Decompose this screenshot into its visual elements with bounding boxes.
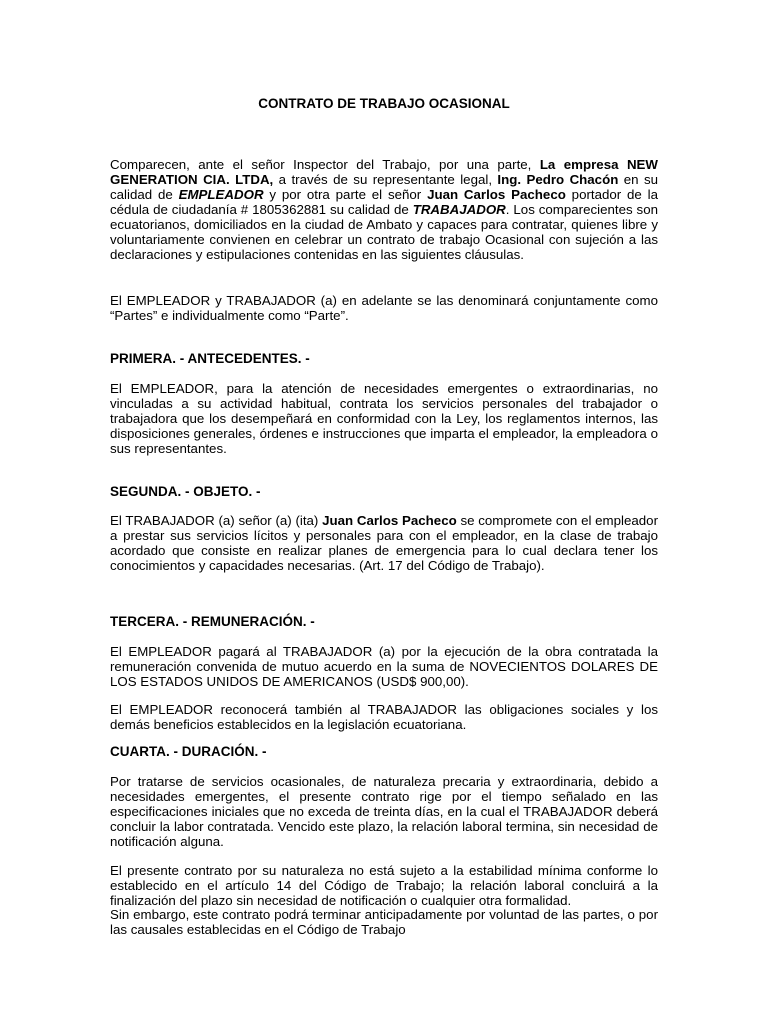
- intro-text-1: Comparecen, ante el señor Inspector del Trabajo, por una parte,: [110, 157, 540, 172]
- representative-name: Ing. Pedro Chacón: [497, 172, 619, 187]
- clause-cuarta-text-3: Sin embargo, este contrato podrá terminar anticipadamente por voluntad de las partes, o por las causales establecidas en el Código de Trabajo: [110, 907, 658, 937]
- clause-cuarta-text-2: El presente contrato por su naturaleza no está sujeto a la estabilidad mínima conforme lo establecido en el artículo 14 del Código de Trabajo; la relación laboral concluirá a la finalización del plazo sin necesidad de notificación o cualquier otra formalidad.: [110, 863, 658, 908]
- clause-cuarta-text-1: Por tratarse de servicios ocasionales, de naturaleza precaria y extraordinaria, debido a necesidades emergentes, el presente contrato rige por el tiempo señalado en las especificaciones iniciales que no exceda de treinta días, en la cual el TRABAJADOR deberá concluir la labor contratada. Vencido este plazo, la relación laboral termina, sin necesidad de notificación alguna.: [110, 774, 658, 849]
- clause-segunda-heading: SEGUNDA. - OBJETO. -: [110, 484, 261, 499]
- intro-text-4: y por otra parte el señor: [263, 187, 428, 202]
- clause-tercera-text-1: El EMPLEADOR pagará al TRABAJADOR (a) por la ejecución de la obra contratada la remuneración convenida de mutuo acuerdo en la suma de NOVECIENTOS DOLARES DE LOS ESTADOS UNIDOS DE AMERICANOS (USD$ 900,00).: [110, 644, 658, 689]
- clause-primera-text: El EMPLEADOR, para la atención de necesidades emergentes o extraordinarias, no vinculadas a su actividad habitual, contrata los servicios personales del trabajador o trabajadora que los desempeñará en conformidad con la Ley, los reglamentos internos, las disposiciones generales, órdenes e instrucciones que imparta el empleador, la empleadora o sus representantes.: [110, 381, 658, 456]
- employer-role: EMPLEADOR: [178, 187, 264, 202]
- document-title: CONTRATO DE TRABAJO OCASIONAL: [258, 96, 510, 111]
- segunda-worker-name: Juan Carlos Pacheco: [322, 513, 457, 528]
- intro-text-2: a través de su representante legal,: [273, 172, 498, 187]
- intro-paragraph: [110, 157, 658, 262]
- clause-primera-heading: PRIMERA. - ANTECEDENTES. -: [110, 351, 310, 366]
- parties-paragraph: El EMPLEADOR y TRABAJADOR (a) en adelante se las denominará conjuntamente como “Partes” e individualmente como “Parte”.: [110, 293, 658, 323]
- company-name: La empresa NEW GENERATION CIA. LTDA,: [110, 157, 658, 187]
- segunda-text-1: El TRABAJADOR (a) señor (a) (ita): [110, 513, 323, 528]
- intro-text-3: en su calidad de: [110, 172, 658, 202]
- segunda-text-2: se compromete con el empleador a prestar sus servicios lícitos y personales para con el empleador, en la clase de trabajo acordado que consiste en realizar planes de emergencia para lo cual declara tener los conocimientos y capacidades necesarias. (Art. 17 del Código de Trabajo).: [110, 513, 658, 573]
- clause-tercera-text-2: El EMPLEADOR reconocerá también al TRABAJADOR las obligaciones sociales y los demás beneficios establecidos en la legislación ecuatoriana.: [110, 702, 658, 732]
- intro-text-5: portador de la cédula de ciudadanía # 1805362881 su calidad de: [110, 187, 658, 217]
- worker-name: Juan Carlos Pacheco: [427, 187, 566, 202]
- clause-cuarta-heading: CUARTA. - DURACIÓN. -: [110, 744, 267, 759]
- intro-text-6: . Los comparecientes son ecuatorianos, domiciliados en la ciudad de Ambato y capaces para contratar, quienes libre y voluntariamente convienen en celebrar un contrato de trabajo Ocasional con sujeción a las declaraciones y estipulaciones contenidas en las siguientes cláusulas.: [110, 202, 658, 262]
- worker-role: TRABAJADOR: [412, 202, 506, 217]
- clause-tercera-heading: TERCERA. - REMUNERACIÓN. -: [110, 614, 315, 629]
- clause-segunda-text: [110, 513, 658, 573]
